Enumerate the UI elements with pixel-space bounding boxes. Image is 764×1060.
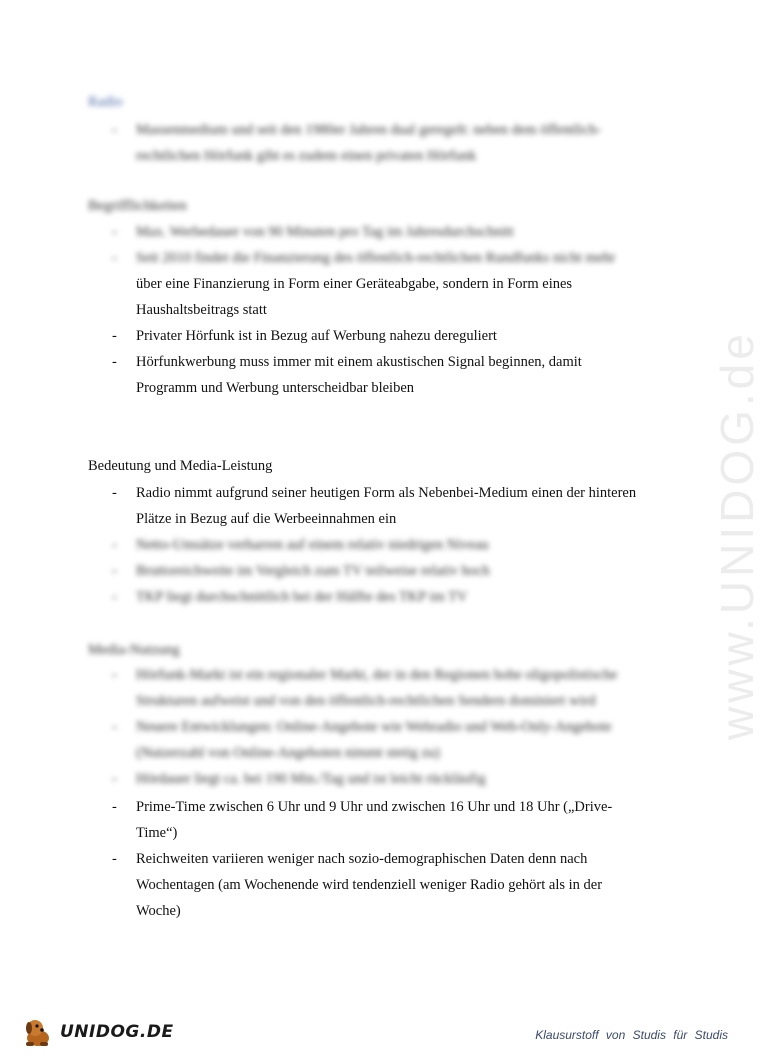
section-heading-media-nutzung: Media-Nutzung [88, 642, 180, 658]
list-item-continuation: über eine Finanzierung in Form einer Geräteabgabe, sondern in Form eines [136, 276, 573, 292]
dog-mascot-icon [22, 1016, 56, 1048]
section-heading-begrifflichkeiten: Begrifflichkeiten [88, 198, 187, 214]
footer-tagline: Klausurstoff von Studis für Studis [535, 1028, 728, 1042]
list-item: - Privater Hörfunk ist in Bezug auf Werbung nahezu dereguliert [112, 328, 497, 344]
list-item: - Seit 2010 findet die Finanzierung des öffentlich-rechtlichen Rundfunks nicht mehr [112, 250, 616, 266]
list-item-continuation: Wochentagen (am Wochenende wird tendenziell weniger Radio gehört als in der [136, 877, 603, 893]
list-item: - Hördauer liegt ca. bei 190 Min./Tag und ist leicht rückläufig [112, 771, 486, 787]
section-heading-bedeutung: Bedeutung und Media-Leistung [88, 458, 273, 474]
list-item: - TKP liegt durchschnittlich bei der Hälfte des TKP im TV [112, 589, 468, 605]
list-item-continuation: Woche) [136, 903, 181, 919]
list-item: - Hörfunkwerbung muss immer mit einem akustischen Signal beginnen, damit [112, 354, 582, 370]
list-item-continuation: Plätze in Bezug auf die Werbeeinnahmen ein [136, 511, 397, 527]
list-item: - Hörfunk-Markt ist ein regionaler Markt, der in den Regionen hohe oligopolistische [112, 667, 618, 683]
list-item: - Bruttoreichweite im Vergleich zum TV teilweise relativ hoch [112, 563, 490, 579]
footer-logo [22, 1012, 174, 1052]
list-item: - Netto-Umsätze verharren auf einem relativ niedrigen Niveau [112, 537, 489, 553]
list-item-continuation: Time“) [136, 825, 178, 841]
list-item: - Neuere Entwicklungen: Online-Angebote wie Webradio und Web-Only-Angebote [112, 719, 612, 735]
list-item-continuation: Programm und Werbung unterscheidbar bleiben [136, 380, 415, 396]
list-item-continuation: (Nutzerzahl von Online-Angeboten nimmt stetig zu) [136, 745, 441, 761]
list-item: - Max. Werbedauer von 90 Minuten pro Tag im Jahresdurchschnitt [112, 224, 514, 240]
list-item: - Radio nimmt aufgrund seiner heutigen Form als Nebenbei-Medium einen der hinteren [112, 485, 637, 501]
logo-text: UNIDOG.DE [60, 1022, 174, 1042]
list-item: - Reichweiten variieren weniger nach sozio-demographischen Daten denn nach [112, 851, 588, 867]
list-item: - Prime-Time zwischen 6 Uhr und 9 Uhr und zwischen 16 Uhr und 18 Uhr („Drive- [112, 799, 613, 815]
list-item-continuation: Strukturen aufweist und von den öffentlich-rechtlichen Sendern dominiert wird [136, 693, 596, 709]
list-item: - Massenmedium und seit den 1980er Jahren dual geregelt: neben dem öffentlich-rechtlichen Hörfunk gibt es zudem einen privaten Hörfunk [112, 122, 602, 164]
list-item-continuation: Haushaltsbeitrags statt [136, 302, 267, 318]
section-heading-radio: Radio [88, 94, 123, 110]
document-page: Radio - Massenmedium und seit den 1980er Jahren dual geregelt: neben dem öffentlich-rechtlichen Hörfunk gibt es zudem einen privaten Hörfunk Begrifflichkeiten - Max. Werbedauer von 90 Minuten pro Tag im Jahresdurchschnitt - Seit 2010 findet die Finanzierung des öffentlich-rechtlichen Rundfunks nicht mehr über eine Finanzierung in Form einer Geräteabgabe, sondern in Form eines Haushaltsbeitrags statt - Privater Hörfunk ist in Bezug auf Werbung nahezu dereguliert - Hörfunkwerbung muss immer mit einem akustischen Signal beginnen, damit Programm und Werbung unterscheidbar bleiben Bedeutung und Media-Leistung - Radio nimmt aufgrund seiner heutigen Form als Nebenbei-Medium einen der hinteren Plätze in Bezug auf die Werbeeinnahmen ein - Netto-Umsätze verharren auf einem relativ niedrigen Niveau - Bruttoreichweite im Vergleich zum TV teilweise relativ hoch - TKP liegt durchschnittlich bei der Hälfte des TKP im TV Media-Nutzung - Hörfunk-Markt ist ein regionaler Markt, der in den Regionen hohe oligopolistische Strukturen aufweist und von den öffentlich-rechtlichen Sendern dominiert wird - Neuere Entwicklungen: Online-Angebote wie Webradio und Web-Only-Angebote (Nutzerzahl von Online-Angeboten nimmt stetig zu) - Hördauer liegt ca. bei 190 Min./Tag und ist leicht rückläufig - Prime-Time zwischen 6 Uhr und 9 Uhr und zwischen 16 Uhr und 18 Uhr („Drive- Time“) - Reichweiten variieren weniger nach sozio-demographischen Daten denn nach Wochentagen (am Wochenende wird tendenziell weniger Radio gehört als in der Woche) www.UNIDOG.de UNIDOG.DE Klausurstoff von Studis für Studis [0, 0, 750, 1060]
